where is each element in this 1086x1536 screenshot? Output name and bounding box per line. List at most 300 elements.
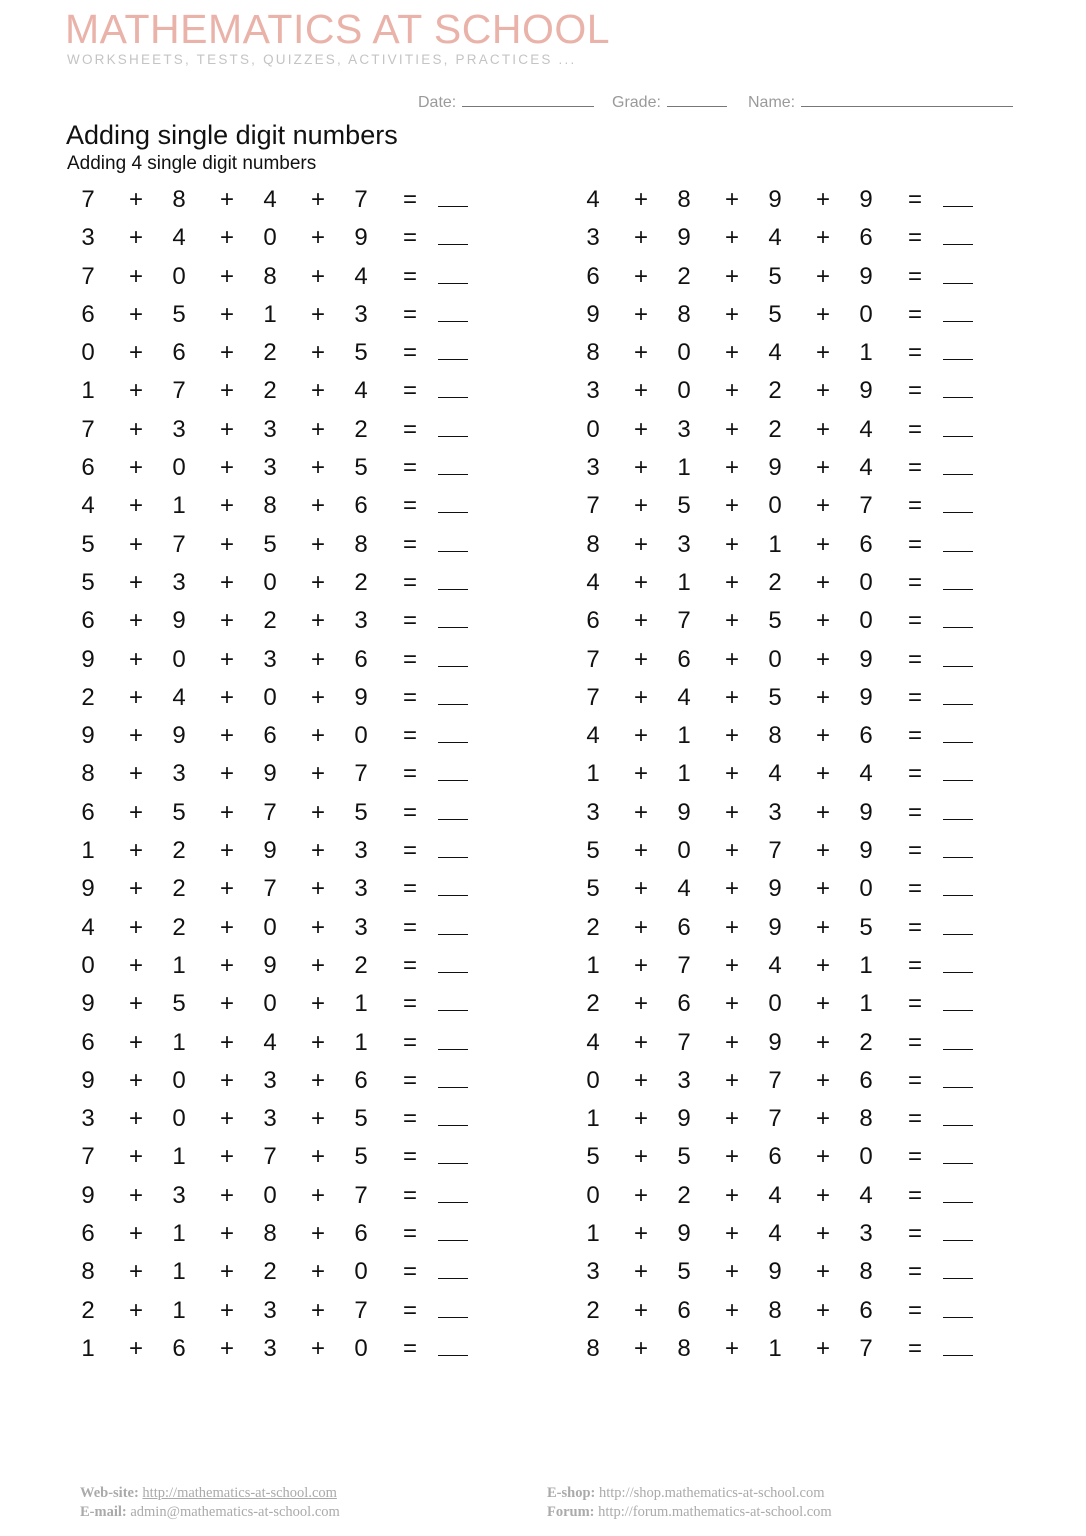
answer-blank[interactable] (943, 837, 973, 858)
answer-blank[interactable] (943, 454, 973, 475)
equals-sign: = (907, 1258, 922, 1286)
addend: 1 (172, 1028, 186, 1056)
answer-blank[interactable] (943, 1182, 973, 1203)
answer-blank[interactable] (943, 1029, 973, 1050)
email-label: E-mail: (80, 1504, 127, 1520)
plus-sign: + (815, 377, 830, 405)
addend: 5 (768, 607, 782, 635)
plus-sign: + (724, 760, 739, 788)
problem-row (76, 333, 496, 371)
addend: 4 (586, 722, 600, 750)
answer-blank[interactable] (943, 1258, 973, 1279)
answer-blank[interactable] (438, 1258, 468, 1279)
answer-blank[interactable] (438, 1297, 468, 1318)
addend: 7 (859, 1334, 873, 1362)
addend: 1 (354, 1028, 368, 1056)
problem-row (76, 640, 496, 678)
answer-blank[interactable] (943, 186, 973, 207)
answer-blank[interactable] (438, 607, 468, 628)
addend: 8 (677, 1334, 691, 1362)
addend: 5 (81, 530, 95, 558)
addend: 0 (677, 377, 691, 405)
addend: 9 (859, 377, 873, 405)
plus-sign: + (633, 1143, 648, 1171)
addend: 2 (263, 377, 277, 405)
answer-blank[interactable] (438, 760, 468, 781)
plus-sign: + (815, 262, 830, 290)
addend: 6 (677, 1296, 691, 1324)
equals-sign: = (402, 224, 417, 252)
plus-sign: + (128, 454, 143, 482)
problem-row (76, 180, 496, 218)
addend: 6 (859, 1066, 873, 1094)
plus-sign: + (310, 951, 325, 979)
forum-link[interactable]: http://forum.mathematics-at-school.com (598, 1504, 832, 1520)
plus-sign: + (310, 1220, 325, 1248)
addend: 5 (172, 990, 186, 1018)
answer-blank[interactable] (438, 492, 468, 513)
addend: 0 (859, 607, 873, 635)
plus-sign: + (310, 1334, 325, 1362)
plus-sign: + (815, 683, 830, 711)
plus-sign: + (815, 454, 830, 482)
answer-blank[interactable] (943, 760, 973, 781)
answer-blank[interactable] (943, 224, 973, 245)
answer-blank[interactable] (943, 531, 973, 552)
answer-blank[interactable] (438, 224, 468, 245)
addend: 8 (768, 722, 782, 750)
plus-sign: + (724, 875, 739, 903)
problem-row (581, 180, 1001, 218)
equals-sign: = (907, 300, 922, 328)
addend: 0 (172, 454, 186, 482)
plus-sign: + (724, 951, 739, 979)
addend: 2 (768, 568, 782, 596)
addend: 6 (81, 607, 95, 635)
equals-sign: = (907, 607, 922, 635)
addend: 0 (354, 1334, 368, 1362)
plus-sign: + (633, 837, 648, 865)
plus-sign: + (128, 1258, 143, 1286)
addend: 0 (677, 339, 691, 367)
plus-sign: + (310, 1258, 325, 1286)
problem-row (581, 946, 1001, 984)
plus-sign: + (128, 722, 143, 750)
addend: 7 (677, 1028, 691, 1056)
plus-sign: + (310, 300, 325, 328)
plus-sign: + (310, 1143, 325, 1171)
problem-row (581, 486, 1001, 524)
plus-sign: + (128, 568, 143, 596)
problem-row (76, 1252, 496, 1290)
plus-sign: + (633, 454, 648, 482)
answer-blank[interactable] (943, 1220, 973, 1241)
plus-sign: + (219, 530, 234, 558)
addend: 9 (859, 837, 873, 865)
problem-column-left (76, 180, 496, 1367)
addend: 1 (677, 568, 691, 596)
answer-blank[interactable] (943, 990, 973, 1011)
equals-sign: = (907, 990, 922, 1018)
addend: 8 (263, 262, 277, 290)
answer-blank[interactable] (438, 339, 468, 360)
answer-blank[interactable] (943, 952, 973, 973)
answer-blank[interactable] (438, 531, 468, 552)
plus-sign: + (128, 683, 143, 711)
problem-row (581, 1329, 1001, 1367)
plus-sign: + (219, 798, 234, 826)
footer-left (80, 1484, 340, 1522)
addend: 1 (768, 530, 782, 558)
answer-blank[interactable] (943, 722, 973, 743)
equals-sign: = (402, 875, 417, 903)
footer-right (547, 1484, 832, 1522)
addend: 5 (354, 1143, 368, 1171)
addend: 6 (81, 798, 95, 826)
answer-blank[interactable] (438, 1105, 468, 1126)
problem-row (76, 257, 496, 295)
addend: 8 (263, 1220, 277, 1248)
problem-row (76, 295, 496, 333)
answer-blank[interactable] (438, 1029, 468, 1050)
equals-sign: = (402, 454, 417, 482)
problem-row (581, 1137, 1001, 1175)
addend: 7 (677, 951, 691, 979)
answer-blank[interactable] (438, 684, 468, 705)
answer-blank[interactable] (438, 416, 468, 437)
plus-sign: + (310, 1028, 325, 1056)
addend: 1 (81, 1334, 95, 1362)
answer-blank[interactable] (438, 875, 468, 896)
plus-sign: + (724, 1296, 739, 1324)
plus-sign: + (219, 1258, 234, 1286)
addend: 7 (677, 607, 691, 635)
addend: 5 (768, 262, 782, 290)
plus-sign: + (219, 568, 234, 596)
answer-blank[interactable] (438, 186, 468, 207)
problem-row (581, 257, 1001, 295)
date-label: Date: (418, 94, 457, 111)
answer-blank[interactable] (943, 339, 973, 360)
addend: 3 (263, 1066, 277, 1094)
problem-row (76, 754, 496, 792)
answer-blank[interactable] (943, 569, 973, 590)
answer-blank[interactable] (943, 377, 973, 398)
problem-row (76, 601, 496, 639)
addend: 6 (768, 1143, 782, 1171)
plus-sign: + (128, 875, 143, 903)
answer-blank[interactable] (943, 914, 973, 935)
equals-sign: = (402, 1181, 417, 1209)
date-line[interactable] (462, 92, 594, 107)
plus-sign: + (128, 760, 143, 788)
addend: 3 (263, 415, 277, 443)
addend: 9 (859, 262, 873, 290)
addend: 3 (586, 454, 600, 482)
addend: 6 (586, 607, 600, 635)
answer-blank[interactable] (438, 646, 468, 667)
plus-sign: + (724, 1181, 739, 1209)
problem-row (76, 525, 496, 563)
equals-sign: = (402, 377, 417, 405)
worksheet-title: Adding single digit numbers (66, 120, 398, 150)
plus-sign: + (815, 760, 830, 788)
answer-blank[interactable] (438, 837, 468, 858)
plus-sign: + (633, 339, 648, 367)
plus-sign: + (724, 1066, 739, 1094)
equals-sign: = (402, 683, 417, 711)
plus-sign: + (815, 1181, 830, 1209)
addend: 4 (586, 186, 600, 213)
addend: 5 (586, 837, 600, 865)
addend: 3 (263, 454, 277, 482)
answer-blank[interactable] (438, 990, 468, 1011)
answer-blank[interactable] (438, 1067, 468, 1088)
plus-sign: + (633, 913, 648, 941)
addend: 4 (81, 913, 95, 941)
plus-sign: + (219, 683, 234, 711)
equals-sign: = (402, 607, 417, 635)
addend: 7 (81, 262, 95, 290)
answer-blank[interactable] (943, 684, 973, 705)
answer-blank[interactable] (438, 952, 468, 973)
plus-sign: + (633, 1296, 648, 1324)
plus-sign: + (310, 645, 325, 673)
answer-blank[interactable] (943, 799, 973, 820)
problem-row (76, 410, 496, 448)
equals-sign: = (402, 300, 417, 328)
addend: 0 (81, 339, 95, 367)
addend: 2 (768, 415, 782, 443)
addend: 8 (768, 1296, 782, 1324)
equals-sign: = (402, 1258, 417, 1286)
problem-row (76, 678, 496, 716)
equals-sign: = (907, 722, 922, 750)
addend: 8 (859, 1258, 873, 1286)
addend: 6 (586, 262, 600, 290)
addend: 9 (768, 1258, 782, 1286)
answer-blank[interactable] (943, 1143, 973, 1164)
addend: 7 (586, 683, 600, 711)
addend: 5 (172, 300, 186, 328)
plus-sign: + (219, 722, 234, 750)
addend: 3 (677, 1066, 691, 1094)
problem-row (581, 333, 1001, 371)
addend: 5 (354, 1105, 368, 1133)
problem-row (76, 793, 496, 831)
equals-sign: = (907, 530, 922, 558)
plus-sign: + (219, 1220, 234, 1248)
plus-sign: + (724, 568, 739, 596)
plus-sign: + (724, 454, 739, 482)
equals-sign: = (907, 1181, 922, 1209)
plus-sign: + (633, 1220, 648, 1248)
plus-sign: + (633, 951, 648, 979)
plus-sign: + (310, 568, 325, 596)
addend: 3 (263, 1105, 277, 1133)
plus-sign: + (128, 1028, 143, 1056)
addend: 9 (263, 837, 277, 865)
name-label: Name: (748, 94, 796, 111)
plus-sign: + (128, 1220, 143, 1248)
addend: 8 (586, 339, 600, 367)
addend: 6 (677, 913, 691, 941)
answer-blank[interactable] (438, 1335, 468, 1356)
problem-row (76, 984, 496, 1022)
answer-blank[interactable] (438, 1220, 468, 1241)
answer-blank[interactable] (438, 454, 468, 475)
answer-blank[interactable] (438, 722, 468, 743)
plus-sign: + (128, 377, 143, 405)
addend: 9 (768, 454, 782, 482)
addend: 4 (768, 224, 782, 252)
addend: 6 (677, 990, 691, 1018)
answer-blank[interactable] (943, 1105, 973, 1126)
addend: 7 (172, 377, 186, 405)
addend: 4 (859, 415, 873, 443)
equals-sign: = (907, 837, 922, 865)
plus-sign: + (310, 760, 325, 788)
plus-sign: + (310, 837, 325, 865)
addend: 1 (586, 1220, 600, 1248)
addend: 1 (586, 951, 600, 979)
addend: 7 (768, 1066, 782, 1094)
email-link[interactable]: admin@mathematics-at-school.com (130, 1504, 340, 1520)
addend: 7 (263, 798, 277, 826)
addend: 0 (586, 1181, 600, 1209)
addend: 2 (768, 377, 782, 405)
addend: 5 (677, 1258, 691, 1286)
addend: 4 (354, 377, 368, 405)
answer-blank[interactable] (438, 799, 468, 820)
addend: 0 (768, 990, 782, 1018)
answer-blank[interactable] (438, 263, 468, 284)
addend: 1 (81, 377, 95, 405)
plus-sign: + (815, 798, 830, 826)
answer-blank[interactable] (438, 569, 468, 590)
addend: 9 (859, 645, 873, 673)
addend: 5 (768, 300, 782, 328)
addend: 2 (263, 339, 277, 367)
addend: 7 (768, 1105, 782, 1133)
problem-row (581, 754, 1001, 792)
addend: 4 (263, 186, 277, 213)
eshop-link[interactable]: http://shop.mathematics-at-school.com (598, 1485, 825, 1501)
answer-blank[interactable] (943, 301, 973, 322)
plus-sign: + (724, 300, 739, 328)
answer-blank[interactable] (943, 1067, 973, 1088)
plus-sign: + (815, 339, 830, 367)
plus-sign: + (219, 492, 234, 520)
answer-blank[interactable] (438, 1182, 468, 1203)
plus-sign: + (219, 224, 234, 252)
equals-sign: = (907, 1105, 922, 1133)
addend: 9 (768, 1028, 782, 1056)
answer-blank[interactable] (943, 607, 973, 628)
plus-sign: + (724, 415, 739, 443)
answer-blank[interactable] (943, 492, 973, 513)
plus-sign: + (310, 339, 325, 367)
addend: 1 (354, 990, 368, 1018)
plus-sign: + (724, 913, 739, 941)
grade-line[interactable] (667, 92, 727, 107)
problem-row (76, 563, 496, 601)
answer-blank[interactable] (438, 301, 468, 322)
addend: 2 (81, 1296, 95, 1324)
addend: 9 (81, 875, 95, 903)
addend: 4 (586, 1028, 600, 1056)
addend: 2 (586, 990, 600, 1018)
plus-sign: + (815, 913, 830, 941)
answer-blank[interactable] (943, 875, 973, 896)
equals-sign: = (907, 568, 922, 596)
plus-sign: + (128, 990, 143, 1018)
addend: 1 (677, 760, 691, 788)
plus-sign: + (310, 1181, 325, 1209)
addend: 0 (172, 645, 186, 673)
equals-sign: = (907, 645, 922, 673)
addend: 0 (263, 913, 277, 941)
equals-sign: = (907, 339, 922, 367)
addend: 8 (354, 530, 368, 558)
eshop-label: E-shop: (547, 1485, 596, 1501)
problem-row (581, 1099, 1001, 1137)
equals-sign: = (402, 1105, 417, 1133)
answer-blank[interactable] (943, 1335, 973, 1356)
answer-blank[interactable] (438, 377, 468, 398)
answer-blank[interactable] (943, 1297, 973, 1318)
answer-blank[interactable] (943, 416, 973, 437)
problem-row (581, 525, 1001, 563)
plus-sign: + (633, 683, 648, 711)
plus-sign: + (310, 683, 325, 711)
problem-row (76, 869, 496, 907)
addend: 8 (586, 530, 600, 558)
addend: 1 (859, 339, 873, 367)
plus-sign: + (219, 415, 234, 443)
plus-sign: + (815, 837, 830, 865)
addend: 6 (354, 645, 368, 673)
plus-sign: + (310, 377, 325, 405)
addend: 9 (263, 760, 277, 788)
addend: 7 (81, 415, 95, 443)
answer-blank[interactable] (943, 646, 973, 667)
addend: 4 (768, 1220, 782, 1248)
plus-sign: + (633, 607, 648, 635)
addend: 5 (354, 798, 368, 826)
addend: 6 (354, 1220, 368, 1248)
plus-sign: + (310, 798, 325, 826)
addend: 6 (81, 300, 95, 328)
answer-blank[interactable] (438, 1143, 468, 1164)
plus-sign: + (310, 530, 325, 558)
addend: 9 (172, 607, 186, 635)
plus-sign: + (724, 1028, 739, 1056)
plus-sign: + (310, 415, 325, 443)
answer-blank[interactable] (438, 914, 468, 935)
website-link[interactable]: http://mathematics-at-school.com (142, 1485, 337, 1501)
plus-sign: + (310, 262, 325, 290)
plus-sign: + (815, 415, 830, 443)
equals-sign: = (907, 224, 922, 252)
addend: 1 (172, 1220, 186, 1248)
plus-sign: + (128, 607, 143, 635)
plus-sign: + (219, 1296, 234, 1324)
addend: 9 (859, 798, 873, 826)
name-line[interactable] (801, 92, 1013, 107)
addend: 0 (859, 568, 873, 596)
answer-blank[interactable] (943, 263, 973, 284)
